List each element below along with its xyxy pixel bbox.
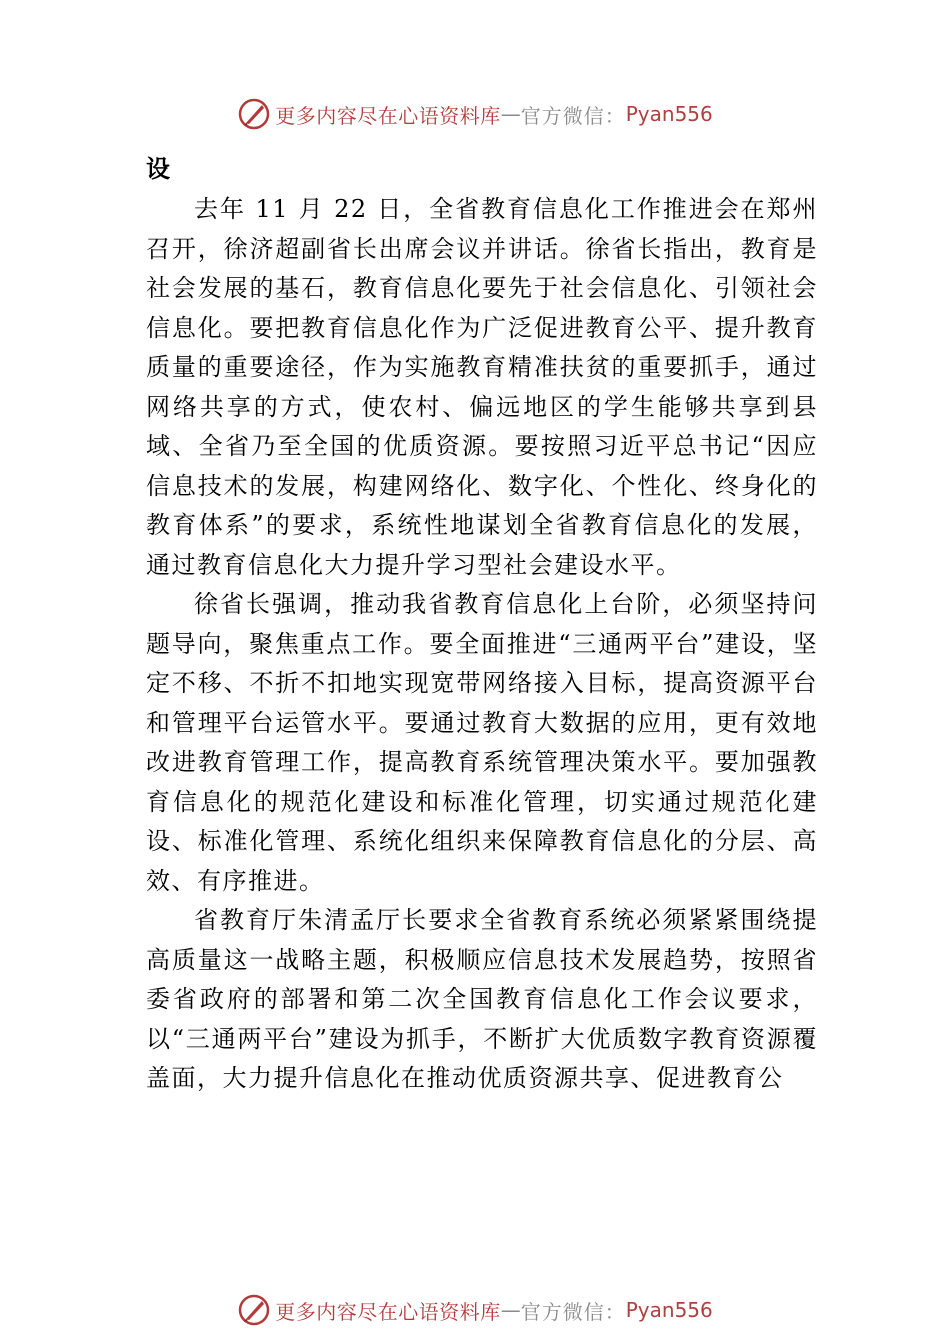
- paragraph-3: 省教育厅朱清孟厅长要求全省教育系统必须紧紧围绕提高质量这一战略主题，积极顺应信息技术发展趋势，按照省委省政府的部署和第二次全国教育信息化工作会议要求，以“三通两平台”建设为抓手，不断扩大优质数字教育资源覆盖面，大力提升信息化在推动优质资源共享、促进教育公: [146, 906, 818, 1092]
- quill-pen-logo-icon: [237, 97, 271, 131]
- footer-banner: [0, 1290, 950, 1330]
- banner-brand: 更多内容尽在心语资料库: [275, 103, 501, 128]
- banner-wechat-label: 官方微信：: [520, 1299, 626, 1324]
- paragraph-1: 去年 11 月 22 日，全省教育信息化工作推进会在郑州召开，徐济超副省长出席会议并讲话。徐省长指出，教育是社会发展的基石，教育信息化要先于社会信息化、引领社会信息化。要把教育信息化作为广泛促进教育公平、提升教育质量的重要途径，作为实施教育精准扶贫的重要抓手，通过网络共享的方式，使农村、偏远地区的学生能够共享到县域、全省乃至全国的优质资源。要按照习近平总书记“因应信息技术的发展，构建网络化、数字化、个性化、终身化的教育体系”的要求，系统性地谋划全省教育信息化的发展，通过教育信息化大力提升学习型社会建设水平。: [146, 195, 818, 579]
- banner-separator: —: [500, 1298, 521, 1322]
- header-banner: [0, 94, 950, 134]
- banner-wechat-label: 官方微信：: [520, 103, 626, 128]
- paragraph-2: 徐省长强调，推动我省教育信息化上台阶，必须坚持问题导向，聚焦重点工作。要全面推进“三通两平台”建设，坚定不移、不折不扣地实现宽带网络接入目标，提高资源平台和管理平台运管水平。要通过教育大数据的应用，更有效地改进教育管理工作，提高教育系统管理决策水平。要加强教育信息化的规范化建设和标准化管理，切实通过规范化建设、标准化管理、系统化组织来保障教育信息化的分层、高效、有序推进。: [146, 590, 818, 895]
- banner-separator: —: [500, 102, 521, 126]
- heading-fragment: 设: [146, 155, 170, 183]
- banner-wechat-id: Pyan556: [625, 102, 713, 126]
- document-body: [146, 150, 818, 1099]
- banner-brand: 更多内容尽在心语资料库: [275, 1299, 501, 1324]
- banner-wechat-id: Pyan556: [625, 1298, 713, 1322]
- quill-pen-logo-icon: [237, 1293, 271, 1327]
